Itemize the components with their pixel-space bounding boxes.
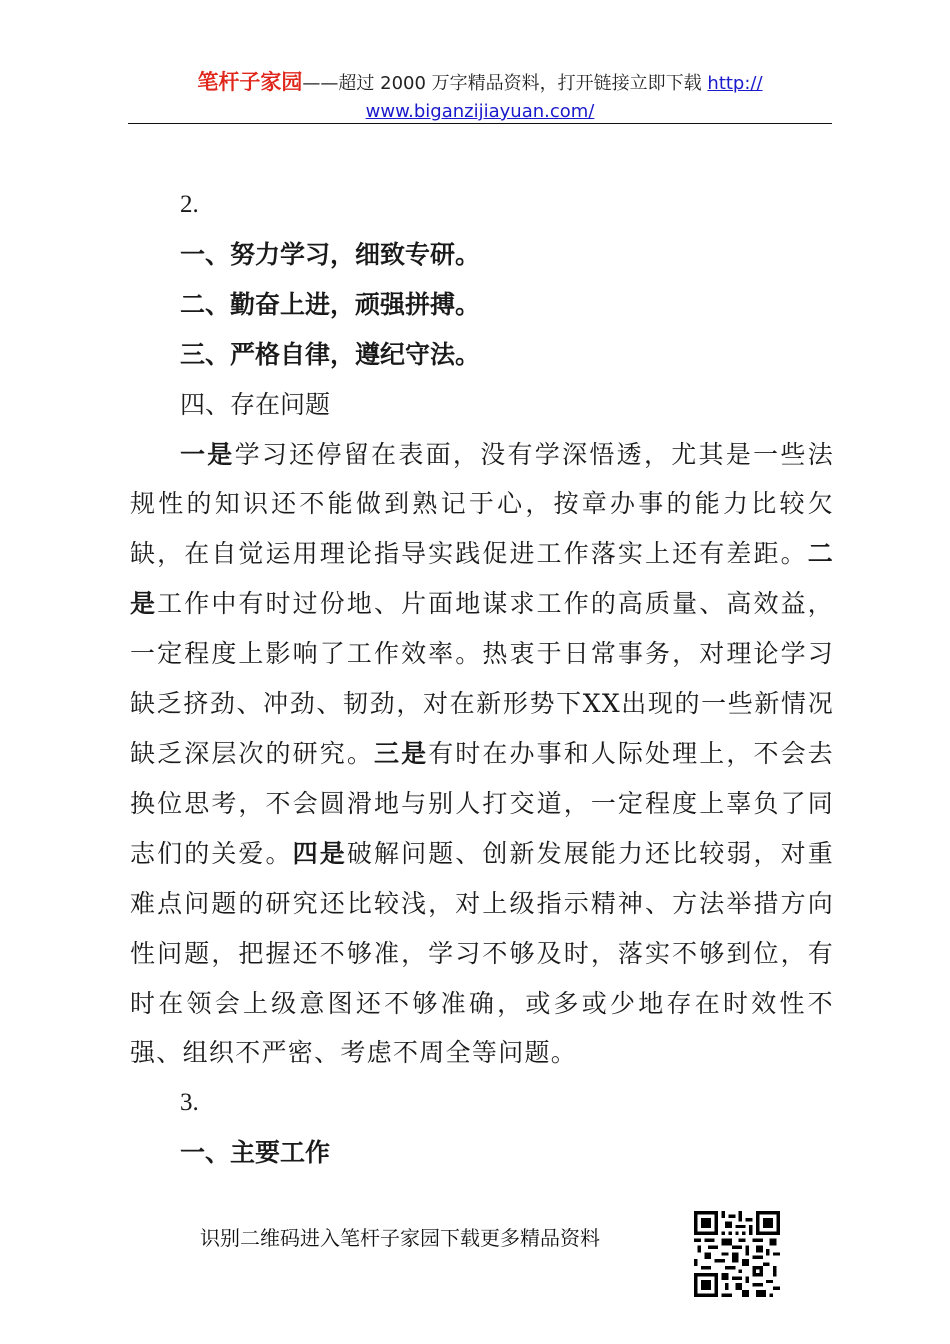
document-body xyxy=(130,180,834,1178)
item-text: 破解问题、创新发展能力还比较弱，对重难点问题的研究还比较浅，对上级指示精神、方法举措方向性问题，把握还不够准，学习不够及时，落实不够到位，有时在领会上级意图还不够准确，或多或少地存在时效性不强、组织不严密、考虑不周全等问题。 xyxy=(130,838,834,1068)
item-text: 有时在办事和人际处理上，不会去换位思考，不会圆滑地与别人打交道，一定程度上辜负了同志们的关爱。 xyxy=(130,738,834,868)
site-link-part2[interactable]: www.biganzijiayuan.com/ xyxy=(365,101,595,122)
item-text: 学习还停留在表面，没有学深悟透，尤其是一些法规性的知识还不能做到熟记于心，按章办事的能力比较欠缺，在自觉运用理论指导实践促进工作落实上还有差距。 xyxy=(130,439,834,569)
page-header xyxy=(128,68,832,126)
footer-text: 识别二维码进入笔杆子家园下载更多精品资料 xyxy=(200,1226,600,1250)
brand-name: 笔杆子家园 xyxy=(197,70,303,94)
item-text: 工作中有时过份地、片面地谋求工作的高质量、高效益，一定程度上影响了工作效率。热衷于日常事务，对理论学习缺乏挤劲、冲劲、韧劲，对在新形势下XX出现的一些新情况缺乏深层次的研究。 xyxy=(130,589,834,768)
section-number: 2. xyxy=(180,191,199,218)
header-divider xyxy=(128,123,832,124)
point-heading: 三、严格自律，遵纪守法。 xyxy=(180,339,481,369)
header-slogan: ——超过 2000 万字精品资料，打开链接立即下载 xyxy=(302,73,708,94)
item-marker: 三是 xyxy=(373,738,429,768)
point-heading: 一、努力学习，细致专研。 xyxy=(180,239,481,269)
problems-heading: 四、存在问题 xyxy=(180,389,331,419)
item-marker: 四是 xyxy=(292,838,347,868)
qr-code-icon[interactable] xyxy=(694,1211,780,1297)
section-heading: 一、主要工作 xyxy=(180,1138,331,1168)
problems-paragraph xyxy=(130,430,834,1079)
item-marker: 一是 xyxy=(180,439,235,469)
point-heading: 二、勤奋上进，顽强拼搏。 xyxy=(180,289,481,319)
item-marker: 二是 xyxy=(130,539,834,619)
section-number: 3. xyxy=(180,1089,199,1117)
site-link-part1[interactable]: http:// xyxy=(707,73,763,94)
